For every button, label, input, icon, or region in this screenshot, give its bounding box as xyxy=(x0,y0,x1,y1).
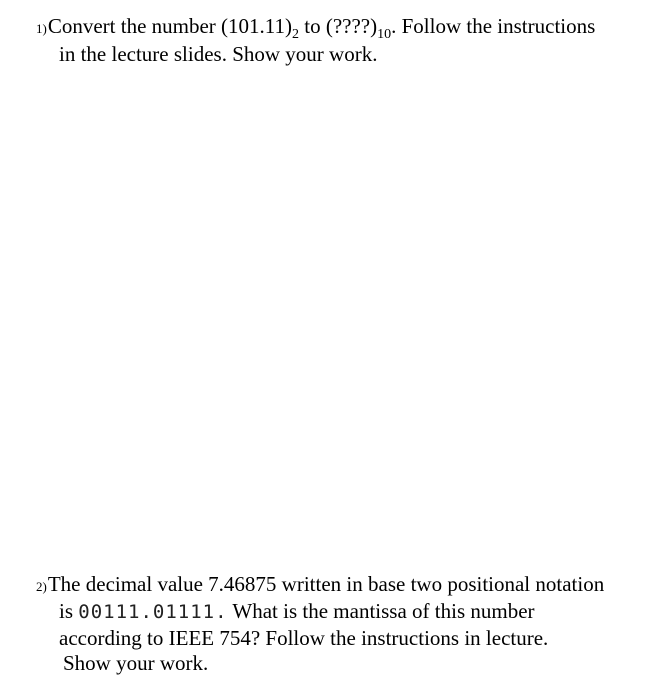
question-2-line-1 xyxy=(36,571,604,600)
question-2-line-4: Show your work. xyxy=(63,651,209,675)
question-2-line-3: according to IEEE 754? Follow the instructions in lecture. xyxy=(59,626,549,650)
question-2-text-line-1: The decimal value 7.46875 written in base two positional notation xyxy=(47,572,605,596)
question-1-text-start: Convert the number (101.11) xyxy=(47,14,293,38)
base-10-subscript: 10 xyxy=(377,27,392,42)
binary-value: 00111.01111. xyxy=(78,601,228,623)
question-1-line-1 xyxy=(36,13,595,43)
question-1-line-2: in the lecture slides. Show your work. xyxy=(59,42,378,66)
question-2-line-2-prefix: is xyxy=(59,599,79,623)
question-1-text-end: . Follow the instructions xyxy=(391,14,596,38)
question-1-number: 1) xyxy=(36,21,47,36)
question-2-number: 2) xyxy=(36,579,47,594)
question-2-line-2 xyxy=(59,598,535,625)
question-2-line-2-suffix: What is the mantissa of this number xyxy=(227,599,535,623)
question-1-text-middle: to (????) xyxy=(299,14,378,38)
base-2-subscript: 2 xyxy=(292,27,300,42)
